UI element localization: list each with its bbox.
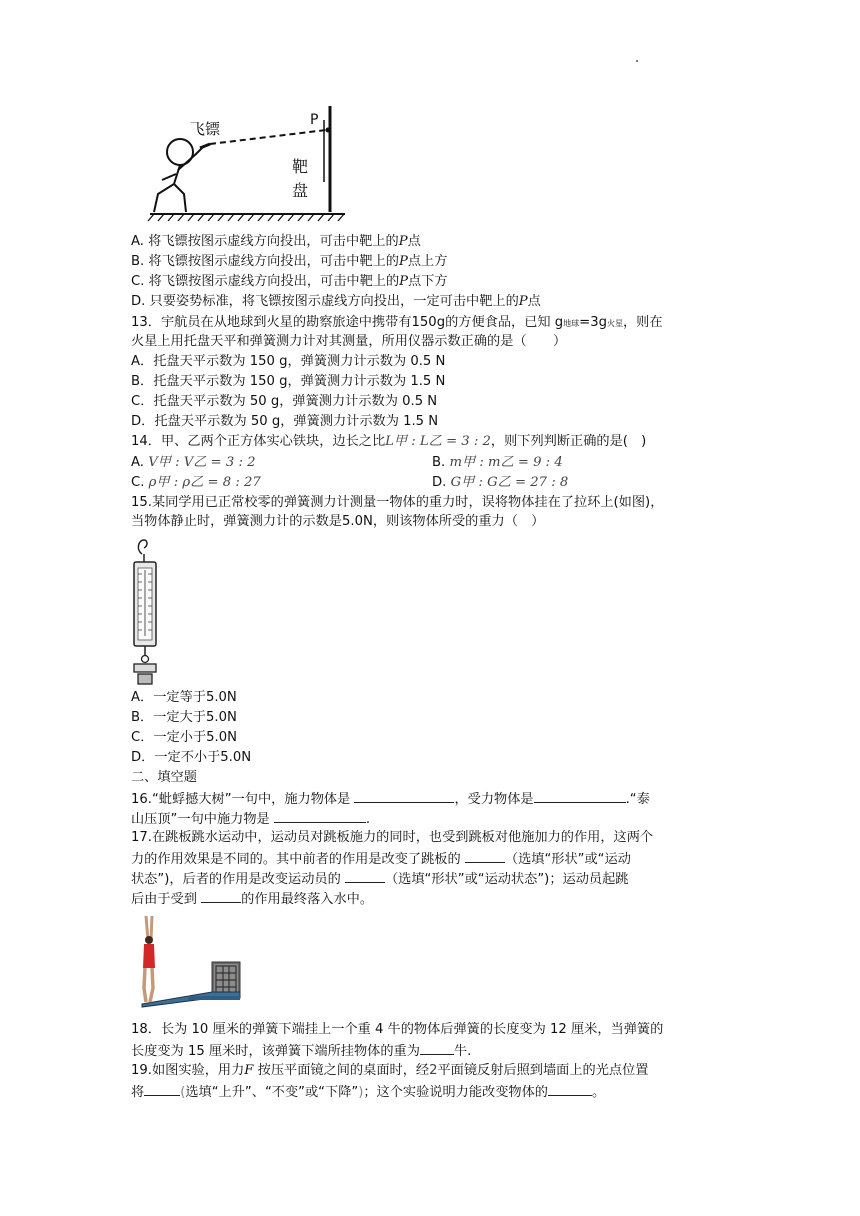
q14-option-c: C. ρ甲 : ρ乙 = 8 : 27	[131, 475, 261, 490]
q15-option-b: B．一定大于5.0N	[131, 710, 237, 725]
q14-option-d: D. G甲 : G乙 = 27 : 8	[432, 475, 569, 490]
q19-line1: 19.如图实验，用力F 按压平面镜之间的桌面时，经2平面镜反射后照到墙面上的光点位置	[131, 1063, 649, 1078]
target-label-2: 盘	[292, 181, 309, 200]
q19-line2: 将 (选填“上升”、“不变”或“下降”)；这个实验说明力能改变物体的 。	[131, 1082, 605, 1102]
q17-line2: 力的作用效果是不同的。其中前者的作用是改变了跳板的 （选填“形状”或“运动	[131, 849, 631, 869]
q17-line3: 状态”)，后者的作用是改变运动员的 （选填“形状”或“运动状态”)；运动员起跳	[131, 869, 628, 889]
diving-board-figure	[128, 910, 244, 1010]
q13-stem-line1: 13．宇航员在从地球到火星的勘察旅途中携带有150g的方便食品，已知 g地球=3g火星，则在	[131, 315, 663, 330]
q18-line1: 18．长为 10 厘米的弹簧下端挂上一个重 4 牛的物体后弹簧的长度变为 12 厘米，当弹簧的	[131, 1022, 664, 1037]
q15-option-d: D．一定不小于5.0N	[131, 750, 252, 765]
q17-line1: 17.在跳板跳水运动中，运动员对跳板施力的同时，也受到跳板对他施加力的作用，这两个	[131, 830, 654, 845]
q13-option-b: B．托盘天平示数为 150 g，弹簧测力计示数为 1.5 N	[131, 374, 446, 389]
q13-option-c: C．托盘天平示数为 50 g，弹簧测力计示数为 0.5 N	[131, 394, 438, 409]
dart-figure	[140, 104, 360, 224]
q16-line1: 16.“蚍蜉撼大树”一句中，施力物体是 ，受力物体是 .“泰	[131, 789, 650, 809]
section-heading-fill-in: 二、填空题	[131, 770, 197, 785]
page-mark	[636, 60, 638, 62]
q14-option-a: A. V甲 : V乙 = 3 : 2	[131, 455, 256, 470]
p-point-label: P	[310, 112, 319, 128]
dart-label: 飞镖	[190, 120, 221, 138]
q12-option-d: D. 只要姿势标准，将飞镖按图示虚线方向投出，一定可击中靶上的P点	[131, 294, 541, 309]
q17-line4: 后由于受到 的作用最终落入水中。	[131, 889, 373, 909]
q13-option-a: A．托盘天平示数为 150 g，弹簧测力计示数为 0.5 N	[131, 354, 446, 369]
q15-option-a: A．一定等于5.0N	[131, 690, 237, 705]
spring-scale-figure	[128, 536, 168, 686]
q18-line2: 长度变为 15 厘米时，该弹簧下端所挂物体的重为 牛.	[131, 1041, 471, 1061]
q14-option-b: B. m甲 : m乙 = 9 : 4	[432, 455, 563, 470]
q16-line2: 山压顶”一句中施力物是 .	[131, 809, 370, 829]
q15-stem-line2: 当物体静止时，弹簧测力计的示数是5.0N，则该物体所受的重力（ ）	[131, 514, 545, 529]
q15-stem-line1: 15.某同学用已正常校零的弹簧测力计测量一物体的重力时，误将物体挂在了拉环上(如图)，	[131, 495, 664, 510]
target-label-1: 靶	[292, 157, 309, 176]
q12-option-c: C. 将飞镖按图示虚线方向投出，可击中靶上的P点下方	[131, 274, 448, 289]
q15-option-c: C．一定小于5.0N	[131, 730, 237, 745]
q12-option-b: B. 将飞镖按图示虚线方向投出，可击中靶上的P点上方	[131, 254, 448, 269]
q13-stem-line2: 火星上用托盘天平和弹簧测力计对其测量，所用仪器示数正确的是（ ）	[131, 334, 567, 349]
q14-stem: 14．甲、乙两个正方体实心铁块，边长之比L甲 : L乙 = 3 : 2，则下列判断正确的是( )	[131, 434, 647, 449]
q12-option-a: A. 将飞镖按图示虚线方向投出，可击中靶上的P点	[131, 234, 421, 249]
q13-option-d: D．托盘天平示数为 50 g，弹簧测力计示数为 1.5 N	[131, 414, 439, 429]
